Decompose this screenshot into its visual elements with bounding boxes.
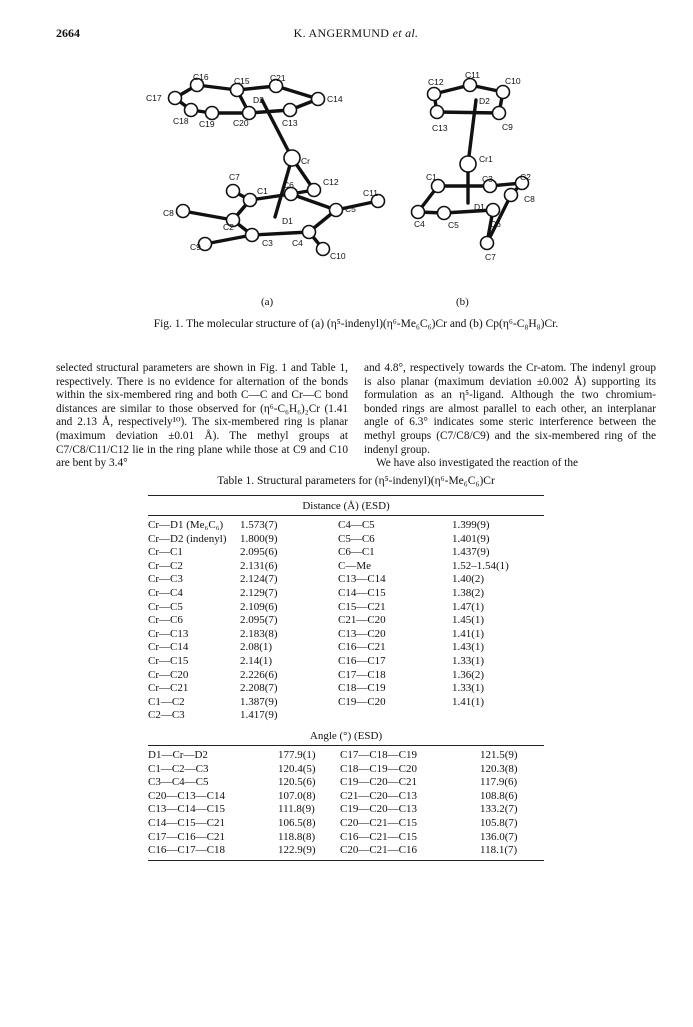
atom-circle — [303, 226, 316, 239]
atom-circle — [438, 207, 451, 220]
bond-value: 1.47(1) — [452, 600, 485, 613]
angle-table — [148, 749, 544, 858]
bond-value: 111.8(9) — [278, 803, 315, 816]
atom-label: C5 — [345, 204, 356, 214]
atom-circle — [206, 107, 219, 120]
bond-label: C6—C1 — [338, 546, 375, 559]
atom-label: C14 — [327, 94, 343, 104]
bond-value: 1.399(9) — [452, 519, 490, 531]
atom-label: C9 — [502, 122, 513, 132]
atom-label: C6 — [490, 219, 501, 229]
bond-value: 2.129(7) — [240, 586, 278, 599]
panel-label-b: (b) — [456, 296, 469, 308]
atom-label: C7 — [229, 172, 240, 182]
bond-label: Cr—C5 — [148, 600, 183, 613]
atom-label: D1 — [282, 216, 293, 226]
bond-label: C20—C21—C16 — [340, 844, 418, 857]
atom-label: C3 — [482, 174, 493, 184]
table-row — [148, 641, 544, 655]
atom-circle — [497, 86, 510, 99]
bond-line — [183, 211, 233, 220]
running-authors: K. ANGERMUND et al. — [293, 26, 419, 40]
table-row — [148, 709, 544, 723]
body-right-continued: We have also investigated the reaction of the — [376, 457, 579, 470]
atom-label: D2 — [479, 96, 490, 106]
bond-label: C19—C20—C13 — [340, 803, 418, 816]
atom-label: C10 — [505, 76, 521, 86]
atom-circle — [308, 184, 321, 197]
distance-header-rule — [148, 515, 544, 516]
bond-line — [444, 210, 493, 213]
bond-value: 1.43(1) — [452, 641, 485, 654]
bond-value: 1.417(9) — [240, 709, 278, 722]
bond-value: 108.8(6) — [480, 789, 518, 802]
bond-label — [338, 709, 452, 723]
atom-circle — [284, 104, 297, 117]
atom-label: C20 — [233, 118, 249, 128]
bond-value: 1.33(1) — [452, 654, 485, 667]
table-row — [148, 696, 544, 710]
bond-label: C16—C21—C15 — [340, 830, 418, 843]
table-row — [148, 519, 544, 533]
atom-label: C12 — [428, 77, 444, 87]
bond-label: C5—C6 — [338, 532, 375, 545]
bond-value: 118.1(7) — [480, 844, 518, 857]
bond-value: 1.800(9) — [240, 532, 278, 545]
atom-label: C7 — [485, 252, 496, 262]
bond-value: 2.124(7) — [240, 573, 278, 586]
table-bottom-rule — [148, 860, 544, 861]
atom-circle — [460, 156, 476, 172]
table-row — [148, 546, 544, 560]
bond-label: Cr—C3 — [148, 573, 183, 586]
bond-value: 121.5(9) — [480, 749, 518, 761]
bond-value: 1.40(2) — [452, 573, 485, 586]
bond-label: Cr—D2 (indenyl) — [148, 532, 227, 545]
bond-line — [252, 232, 309, 235]
table-top-rule — [148, 495, 544, 496]
bond-label: C18—C19—C20 — [340, 762, 418, 775]
atom-label: C2 — [223, 222, 234, 232]
bond-value: 106.5(8) — [278, 816, 316, 829]
bond-label: Cr—C20 — [148, 668, 189, 681]
bond-label: C20—C21—C15 — [340, 816, 418, 829]
atom-circle — [431, 106, 444, 119]
bond-value: 1.41(1) — [452, 627, 485, 640]
bond-label: C1—C2 — [148, 695, 185, 708]
atom-label: D1 — [474, 202, 485, 212]
bond-label: C13—C14 — [338, 573, 386, 586]
bond-label: C19—C20 — [338, 695, 386, 708]
bond-value: 1.387(9) — [240, 695, 278, 708]
atom-label: C12 — [323, 177, 339, 187]
atom-label: C9 — [190, 242, 201, 252]
table-row — [148, 749, 544, 763]
bond-label: C—Me — [338, 559, 371, 572]
bond-value: 2.109(6) — [240, 600, 278, 613]
bond-value: 133.2(7) — [480, 803, 518, 816]
atom-circle — [317, 243, 330, 256]
bond-label: C16—C17 — [338, 654, 386, 667]
atom-label: Cr1 — [479, 154, 493, 164]
bond-label: Cr—C14 — [148, 641, 189, 654]
bond-value: 2.095(6) — [240, 546, 278, 559]
table-row — [148, 573, 544, 587]
bond-label: C3—C4—C5 — [148, 776, 209, 789]
table-row — [148, 790, 544, 804]
atom-circle — [505, 189, 518, 202]
bond-value: 2.131(6) — [240, 559, 278, 572]
atom-label: C2 — [520, 172, 531, 182]
atom-label: C18 — [173, 116, 189, 126]
table-row — [148, 803, 544, 817]
bond-label: C17—C18—C19 — [340, 749, 418, 761]
atom-label: C4 — [292, 238, 303, 248]
table-row — [148, 776, 544, 790]
atom-label: C5 — [448, 220, 459, 230]
atom-circle — [428, 88, 441, 101]
bond-label: Cr—C21 — [148, 682, 189, 695]
table-row — [148, 763, 544, 777]
atom-label: C8 — [163, 208, 174, 218]
atom-label: D2 — [253, 95, 264, 105]
table-row — [148, 844, 544, 858]
table-row — [148, 587, 544, 601]
bond-value: 1.38(2) — [452, 586, 485, 599]
bond-label: C14—C15 — [338, 586, 386, 599]
bond-value: 2.183(8) — [240, 627, 278, 640]
bond-label: C2—C3 — [148, 709, 185, 722]
panel-label-a: (a) — [261, 296, 274, 308]
bond-label: C16—C21 — [338, 641, 386, 654]
atom-circle — [169, 92, 182, 105]
table-row — [148, 655, 544, 669]
bond-label: C18—C19 — [338, 682, 386, 695]
bond-value: 2.08(1) — [240, 641, 273, 654]
angle-header: Angle (°) (ESD) — [309, 730, 383, 742]
atom-label: C8 — [524, 194, 535, 204]
bond-label: C16—C17—C18 — [148, 844, 226, 857]
bond-line — [437, 112, 499, 113]
atom-label: C13 — [432, 123, 448, 133]
atom-circle — [227, 185, 240, 198]
atom-label: C10 — [330, 251, 346, 261]
bond-value: 118.8(8) — [278, 830, 316, 843]
page-number: 2664 — [56, 26, 80, 40]
molecular-structure-figure — [0, 60, 693, 296]
bond-label: D1—Cr—D2 — [148, 749, 208, 761]
bond-value: 136.0(7) — [480, 830, 518, 843]
bond-label: C1—C2—C3 — [148, 762, 209, 775]
atom-label: C21 — [270, 73, 286, 83]
bond-value: 1.437(9) — [452, 546, 490, 559]
atom-label: Cr — [301, 156, 310, 166]
bond-label: C21—C20—C13 — [340, 789, 418, 802]
body-left-text: selected structural parameters are shown in Fig. 1 and Table 1, respectively. There is no evidence for alternation of the bonds within the six-membered ring and both C—C and Cr—C bond distances are similar to those observed for (η⁶-C₆H₆)₂Cr (1.41 and 2.13 Å, respectively¹⁰). The six-membered ring is planar (maximum deviation ±0.01 Å). The methyl groups at C7/C8/C11/C12 lie in the ring plane while those at C9 and C10 are bent by 3.4° — [56, 362, 348, 470]
bond-value — [452, 709, 544, 723]
bond-label: C13—C14—C15 — [148, 803, 226, 816]
bond-value: 120.3(8) — [480, 762, 518, 775]
atom-circle — [177, 205, 190, 218]
atom-label: C11 — [465, 70, 480, 80]
bond-value: 120.4(5) — [278, 762, 316, 775]
bond-value: 117.9(6) — [480, 776, 518, 789]
table-row — [148, 669, 544, 683]
atom-label: C4 — [414, 219, 425, 229]
atom-circle — [246, 229, 259, 242]
bond-value: 2.095(7) — [240, 614, 278, 627]
bond-line — [468, 100, 476, 164]
atom-label: C11 — [363, 188, 378, 198]
bond-label: C14—C15—C21 — [148, 816, 226, 829]
bond-value: 122.9(9) — [278, 844, 316, 857]
atom-circle — [284, 150, 300, 166]
angle-header-rule — [148, 745, 544, 746]
table-row — [148, 831, 544, 845]
table-row — [148, 601, 544, 615]
atom-circle — [185, 104, 198, 117]
figure-caption: Fig. 1. The molecular structure of (a) (η⁵-indenyl)(η⁶-Me₆C₆)Cr and (b) Cp(η⁶-C₈H₈)Cr. — [153, 318, 559, 330]
atom-label: C1 — [257, 186, 268, 196]
bond-value: 1.36(2) — [452, 668, 485, 681]
bond-value: 1.41(1) — [452, 695, 485, 708]
distance-header: Distance (Å) (ESD) — [302, 500, 390, 512]
bond-value: 1.573(7) — [240, 519, 278, 531]
bond-value: 2.14(1) — [240, 654, 273, 667]
bond-value: 107.0(8) — [278, 789, 316, 802]
atom-label: C17 — [146, 93, 162, 103]
bond-label: C17—C18 — [338, 668, 386, 681]
atom-label: C16 — [193, 72, 209, 82]
atom-circle — [464, 79, 477, 92]
bond-label: C13—C20 — [338, 627, 386, 640]
bond-label: C21—C20 — [338, 614, 386, 627]
bond-value: 105.8(7) — [480, 816, 518, 829]
atom-circle — [487, 204, 500, 217]
table-row — [148, 817, 544, 831]
table-row — [148, 533, 544, 547]
atom-label: C1 — [426, 172, 437, 182]
atom-circle — [312, 93, 325, 106]
bond-value: 120.5(6) — [278, 776, 316, 789]
bond-label: C20—C13—C14 — [148, 789, 226, 802]
atom-label: C6 — [283, 180, 294, 190]
bond-value: 1.45(1) — [452, 614, 485, 627]
bond-label: Cr—C15 — [148, 654, 189, 667]
body-left-column — [56, 362, 348, 471]
table-caption: Table 1. Structural parameters for (η⁵-indenyl)(η⁶-Me₆C₆)Cr — [217, 475, 495, 487]
running-header — [56, 26, 656, 42]
body-right-text: and 4.8°, respectively towards the Cr-atom. The indenyl group is also planar (maximum deviation ±0.002 Å) supporting its formulation as an η⁵-ligand. Although the two chromium-bonded rings are almost parallel to each other, an interplanar angle of 6.3° indicates some steric interference between the methyl groups (C7/C8/C9) and the six-membered ring of the indenyl group. — [364, 362, 656, 456]
bond-label: Cr—C13 — [148, 627, 189, 640]
atom-label: C19 — [199, 119, 215, 129]
table-row — [148, 628, 544, 642]
bond-value: 2.208(7) — [240, 682, 278, 695]
bond-label: C19—C20—C21 — [340, 776, 418, 789]
bond-value: 2.226(6) — [240, 668, 278, 681]
bond-label: C15—C21 — [338, 600, 386, 613]
body-right-column — [364, 362, 656, 471]
bond-label: Cr—C2 — [148, 559, 183, 572]
atom-label: C13 — [282, 118, 298, 128]
table-row — [148, 682, 544, 696]
atom-circle — [493, 107, 506, 120]
atom-circle — [412, 206, 425, 219]
bond-value: 1.33(1) — [452, 682, 485, 695]
bond-label: Cr—C4 — [148, 586, 183, 599]
atom-circle — [244, 194, 257, 207]
bond-label: Cr—C1 — [148, 546, 183, 559]
bond-label: Cr—D1 (Me₆C₆) — [148, 519, 224, 531]
atom-label: C3 — [262, 238, 273, 248]
table-row — [148, 560, 544, 574]
bond-label: Cr—C6 — [148, 614, 183, 627]
atom-label: C15 — [234, 76, 250, 86]
atom-circle — [481, 237, 494, 250]
atom-circle — [330, 204, 343, 217]
table-row — [148, 614, 544, 628]
bond-value: 177.9(1) — [278, 749, 316, 761]
bond-label: C17—C16—C21 — [148, 830, 226, 843]
bond-label: C4—C5 — [338, 519, 375, 531]
bond-value: 1.401(9) — [452, 532, 490, 545]
bond-value: 1.52–1.54(1) — [452, 559, 509, 572]
distance-table — [148, 519, 544, 723]
